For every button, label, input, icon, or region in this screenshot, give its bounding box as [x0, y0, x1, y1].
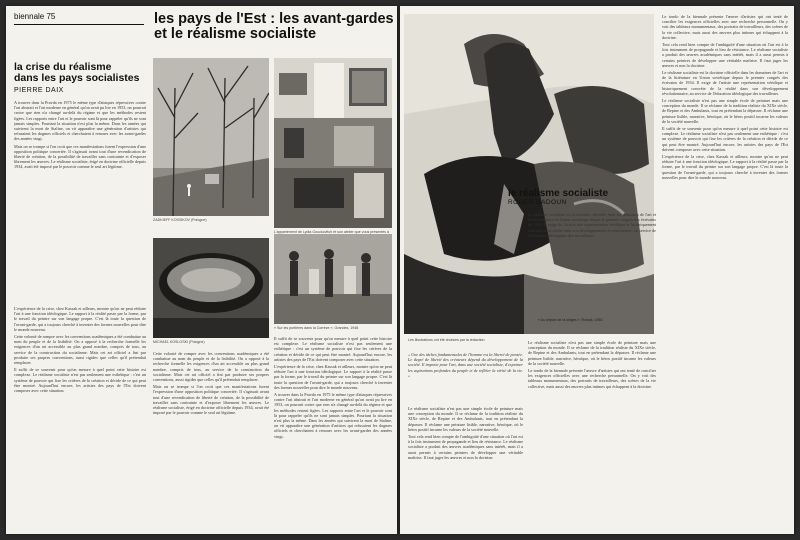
paragraph: Il suffit de se souvenir pour qu'on mesure à quel point cette histoire est complexe. Le réalisme socialiste n'est pas seulement une esthétique : c'est un système de pouvoir qui fixe les critères de la création et décide de ce qui peut être montré. Aujourd'hui encore, les artistes des pays de l'Est doivent composer avec cette situation. [662, 126, 788, 152]
page-title-line2: et le réalisme socialiste [154, 26, 317, 42]
paragraph: L'expérience de la crise, chez Kassak et ailleurs, montre qu'on ne peut réduire l'art à une fonction idéologique. Le rapport à la réalité passe par la forme, par le travail du peintre sur son langage propre. C'est là toute la question de l'avant-garde, qui a toujours cherché à inventer des formes nouvelles pour dire le monde nouveau. [14, 306, 146, 332]
photo-figures [274, 234, 392, 324]
text-column-2 [14, 306, 146, 528]
paragraph: Le réalisme socialiste est la doctrine officielle dans les domaines de l'art et de la littérature en Union soviétique depuis le premier congrès des écrivains de 1934. Il exige de l'artiste une représentation véridique et historiquement concrète de la réalité dans son développement révolutionnaire, au service de l'éducation idéologique des travailleurs. [528, 212, 656, 238]
text-column-1 [14, 100, 146, 302]
article-author: PIERRE DAIX [14, 87, 64, 94]
paragraph: Le tondo de la biennale présente l'œuvre d'artistes qui ont tenté de concilier les exigences officielles avec une recherche personnelle. On y voit des tableaux monumentaux, des portraits de travailleurs, des scènes de la vie collective, mais aussi des œuvres plus intimes qui échappent à la doctrine. [662, 14, 788, 40]
left-page [6, 6, 397, 534]
header-rule [14, 24, 144, 25]
right-page [400, 6, 794, 534]
caption-photo1: ZADKIEFF KOSSIKOV (Pologne) [153, 218, 207, 222]
article-title [14, 62, 146, 84]
article2-title: le réalisme socialiste [508, 188, 609, 199]
paragraph: Tout cela rend bien compte de l'ambiguïté d'une situation où l'art est à la fois instrument de propagande et lieu de résistance. Le réalisme socialiste a produit des œuvres académiques sans intérêt, mais il a aussi permis à certains peintres de développer une véritable maîtrise. Il faut juger les œuvres et non la doctrine. [662, 42, 788, 68]
paragraph: Cette volonté de rompre avec les conventions académiques a été combattue au nom du peuple et de la lisibilité. On a opposé à la recherche formelle les exigences d'un art accessible au plus grand nombre, compris de tous, au service de la construction du socialisme. Mais cet art officiel a fini par produire ses propres conventions, aussi rigides que celles qu'il prétendait remplacer. [153, 351, 269, 383]
paragraph: L'expérience de la crise, chez Kassak et ailleurs, montre qu'on ne peut réduire l'art à une fonction idéologique. Le rapport à la réalité passe par la forme, par le travail du peintre sur son langage propre. C'est là toute la question de l'avant-garde, qui a toujours cherché à inventer des formes nouvelles pour dire le monde nouveau. [662, 154, 788, 180]
text-column-4 [274, 336, 392, 529]
paragraph: Le réalisme socialiste n'est pas une simple école de peinture mais une conception du monde. Il se réclame de la tradition réaliste du XIXe siècle, de Repine et des Ambulants, tout en prétendant la dépasser. Il réclame une peinture lisible, narrative, héroïque, où le héros positif incarne les valeurs de la société nouvelle. [408, 406, 523, 432]
paragraph: A trouver dans la Pravda en 1975 le même type d'attaques répressives contre l'art abstrait et l'art moderne en général qu'on avait pu lire en 1953, on pourrait croire que rien n'a changé au-delà du régime et que les méthodes restent figées. Les rapports entre l'art et le pouvoir sont là pour rappeler qu'ils ne sont jamais simples. Pourtant la situation n'est plus la même. Dans les années qui suivirent la mort de Staline, on vit apparaître une génération d'artistes qui refusaient les dogmes officiels et cherchaient à renouer avec les avant-gardes des années vingt. [14, 100, 146, 142]
paragraph: Le réalisme socialiste n'est pas une simple école de peinture mais une conception du monde. Il se réclame de la tradition réaliste du XIXe siècle, de Repine et des Ambulants, tout en prétendant la dépasser. Il réclame une peinture lisible, narrative, héroïque, où le héros positif incarne les valeurs de la société nouvelle. [528, 340, 656, 366]
pull-quote: « Une des tâches fondamentales de l'homme est la liberté de pensée. Le degré de liberté des créateurs dépend du développement de la société. Il importe pour l'art, dans une société socialiste, d'exprimer les aspirations profondes du peuple et de refléter la vérité de la vie. » [408, 352, 523, 378]
photo-vessel [153, 238, 269, 338]
text-column-5 [528, 212, 656, 308]
article-title-line1: la crise du réalisme [14, 61, 112, 73]
section-header: biennale 75 [14, 12, 56, 21]
article2-author: ROGER DADOUN [508, 199, 567, 206]
paragraph: Le réalisme socialiste n'est pas une simple école de peinture mais une conception du monde. Il se réclame de la tradition réaliste du XIXe siècle, de Repine et des Ambulants, tout en prétendant la dépasser. Il réclame une peinture lisible, narrative, héroïque, où le héros positif incarne les valeurs de la société nouvelle. [662, 98, 788, 124]
photo-interior-image [274, 58, 392, 228]
page-title-line1: les pays de l'Est : les avant-gardes [154, 11, 394, 27]
paragraph: Le tondo de la biennale présente l'œuvre d'artistes qui ont tenté de concilier les exigences officielles avec une recherche personnelle. On y voit des tableaux monumentaux, des portraits de travailleurs, des scènes de la vie collective, mais aussi des œuvres plus intimes qui échappent à la doctrine. [528, 368, 656, 389]
paragraph: Tout cela rend bien compte de l'ambiguïté d'une situation où l'art est à la fois instrument de propagande et lieu de résistance. Le réalisme socialiste a produit des œuvres académiques sans intérêt, mais il a aussi permis à certains peintres de développer une véritable maîtrise. Il faut juger les œuvres et non la doctrine. [408, 434, 523, 460]
paragraph: L'expérience de la crise, chez Kassak et ailleurs, montre qu'on ne peut réduire l'art à une fonction idéologique. Le rapport à la réalité passe par la forme, par le travail du peintre sur son langage propre. C'est là toute la question de l'avant-garde, qui a toujours cherché à inventer des formes nouvelles pour dire le monde nouveau. [274, 364, 392, 390]
paragraph: Il suffit de se souvenir pour qu'on mesure à quel point cette histoire est complexe. Le réalisme socialiste n'est pas seulement une esthétique : c'est un système de pouvoir qui fixe les critères de la création et décide de ce qui peut être montré. Aujourd'hui encore, les artistes des pays de l'Est doivent composer avec cette situation. [14, 367, 146, 394]
paragraph: Mais on se trompe si l'on croit que ces manifestations furent l'expression d'une opposition politique concertée. Il s'agissait avant tout d'une revendication de liberté de création, de la possibilité de travailler sans contrainte et d'exposer librement les œuvres. Le réalisme socialiste, érigé en doctrine officielle depuis 1934, avait été imposé par le pouvoir comme le seul art légitime. [153, 384, 269, 416]
photo-figures-image [274, 234, 392, 324]
caption-photo3: MICHAEL KOSLOSKI (Pologne) [153, 340, 205, 344]
paragraph: Mais on se trompe si l'on croit que ces manifestations furent l'expression d'une opposition politique concertée. Il s'agissait avant tout d'une revendication de liberté de création, de la possibilité de travailler sans contrainte et d'exposer librement les œuvres. Le réalisme socialiste, érigé en doctrine officielle depuis 1934, avait été imposé par le pouvoir comme le seul art légitime. [14, 143, 146, 170]
photo-park [153, 58, 269, 216]
editorial-note: Les illustrations ont été choisies par la rédaction [408, 338, 485, 342]
paragraph: A trouver dans la Pravda en 1975 le même type d'attaques répressives contre l'art abstrait et l'art moderne en général qu'on avait pu lire en 1953, on pourrait croire que rien n'a changé au-delà du régime et que les méthodes restent figées. Les rapports entre l'art et le pouvoir sont là pour rappeler qu'ils ne sont jamais simples. Pourtant la situation n'est plus la même. Dans les années qui suivirent la mort de Staline, on vit apparaître une génération d'artistes qui refusaient les dogmes officiels et cherchaient à renouer avec les avant-gardes des années vingt. [274, 392, 392, 439]
article-title-line2: dans les pays socialistes [14, 72, 140, 84]
paragraph: Cette volonté de rompre avec les conventions académiques a été combattue au nom du peuple et de la lisibilité. On a opposé à la recherche formelle les exigences d'un art accessible au plus grand nombre, compris de tous, au service de la construction du socialisme. Mais cet art officiel a fini par produire ses propres conventions, aussi rigides que celles qu'il prétendait remplacer. [14, 334, 146, 366]
caption-photo2: L'appartement de Lydia Gouckovitch et son atelier que vous présentés à [274, 230, 390, 234]
paragraph: Il suffit de se souvenir pour qu'on mesure à quel point cette histoire est complexe. Le réalisme socialiste n'est pas seulement une esthétique : c'est un système de pouvoir qui fixe les critères de la création et décide de ce qui peut être montré. Aujourd'hui encore, les artistes des pays de l'Est doivent composer avec cette situation. [274, 336, 392, 362]
text-column-8 [662, 14, 788, 528]
photo-park-image [153, 58, 269, 216]
paragraph: Le réalisme socialiste est la doctrine officielle dans les domaines de l'art et de la littérature en Union soviétique depuis le premier congrès des écrivains de 1934. Il exige de l'artiste une représentation véridique et historiquement concrète de la réalité dans son développement révolutionnaire, au service de l'éducation idéologique des travailleurs. [662, 70, 788, 96]
page-title [154, 12, 394, 42]
text-column-6 [408, 406, 523, 528]
caption-photo5: « Au départ de la lutiges », Rossia, 1950 [538, 318, 603, 322]
text-column-7 [528, 340, 656, 528]
photo-interior [274, 58, 392, 228]
caption-photo4: « Sur les portières dans la Corrèze », Grandes, 1948 [274, 326, 359, 330]
photo-vessel-image [153, 238, 269, 338]
text-column-3 [153, 351, 269, 529]
